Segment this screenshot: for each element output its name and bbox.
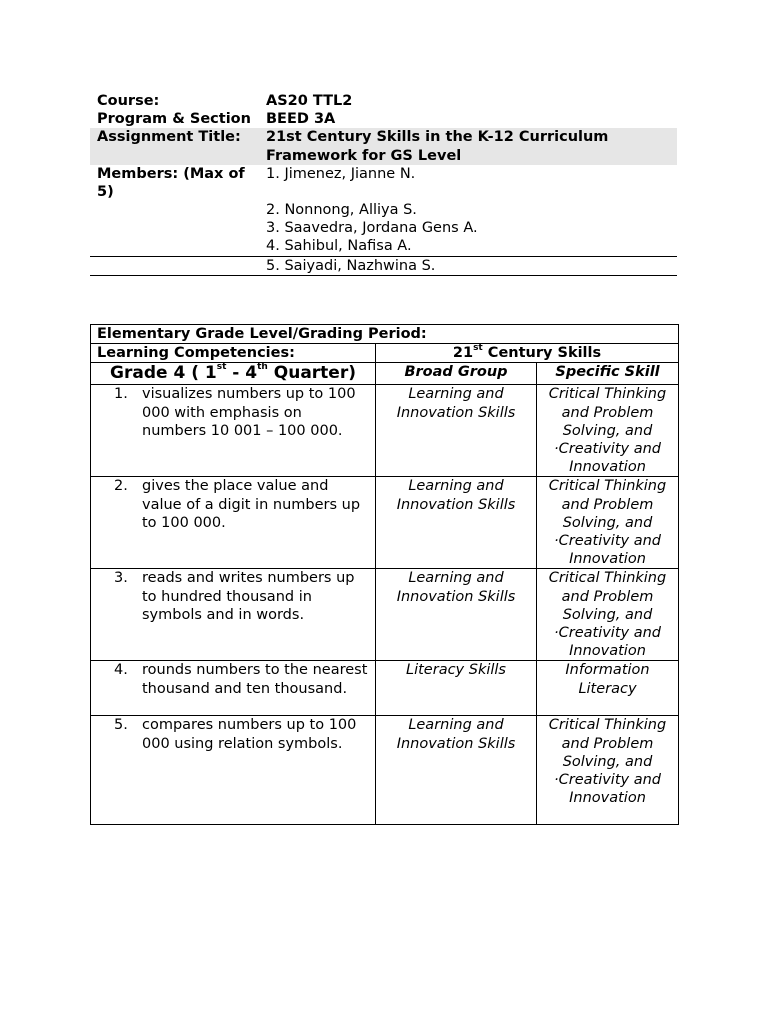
competency-text: rounds numbers to the nearest thousand and ten thousand. [142, 662, 368, 697]
table-row [91, 385, 679, 477]
row-number: 5. [114, 717, 128, 734]
grade-level-title: Elementary Grade Level/Grading Period: [91, 325, 679, 344]
competency-cell [91, 716, 376, 825]
broad-group-cell: Learning and Innovation Skills [376, 477, 537, 569]
competency-cell [91, 477, 376, 569]
member-5-label-cell [90, 256, 266, 275]
table-row [91, 477, 679, 569]
table-row [91, 716, 679, 825]
broad-group-header: Broad Group [376, 363, 537, 385]
competency-text: gives the place value and value of a digit in numbers up to 100 000. [142, 478, 361, 531]
competency-cell [91, 661, 376, 716]
assignment-title-label: Assignment Title: [90, 128, 266, 164]
course-label: Course: [97, 93, 160, 109]
specific-skill-cell: Critical Thinking and Problem Solving, and ·Creativity and Innovation [537, 716, 679, 825]
table-row [91, 569, 679, 661]
member-5: 5. Saiyadi, Nazhwina S. [266, 256, 677, 275]
row-number: 4. [114, 662, 128, 679]
competency-text: visualizes numbers up to 100 000 with emphasis on numbers 10 001 – 100 000. [142, 386, 356, 439]
assignment-title-value: 21st Century Skills in the K-12 Curriculum Framework for GS Level [266, 128, 677, 164]
members-label: Members: (Max of 5) [97, 165, 245, 201]
table-row [91, 661, 679, 716]
specific-skill-cell: Critical Thinking and Problem Solving, and ·Creativity and Innovation [537, 477, 679, 569]
competency-text: reads and writes numbers up to hundred thousand in symbols and in words. [142, 570, 355, 623]
competency-cell [91, 569, 376, 661]
row-number: 2. [114, 478, 128, 495]
competency-text: compares numbers up to 100 000 using relation symbols. [142, 717, 357, 752]
specific-skill-header: Specific Skill [537, 363, 679, 385]
competencies-table [90, 324, 679, 825]
member-3: 3. Saavedra, Jordana Gens A. [266, 220, 478, 237]
grade-heading: Grade 4 ( 1st - 4th Quarter) [91, 363, 376, 385]
century-skills-header: 21st Century Skills [376, 344, 679, 363]
member-1: 1. Jimenez, Jianne N. [266, 165, 416, 182]
row-number: 1. [114, 386, 128, 403]
course-value: AS20 TTL2 [266, 93, 353, 109]
competency-cell [91, 385, 376, 477]
specific-skill-cell: Critical Thinking and Problem Solving, and ·Creativity and Innovation [537, 385, 679, 477]
broad-group-cell: Learning and Innovation Skills [376, 716, 537, 825]
specific-skill-cell: Critical Thinking and Problem Solving, and ·Creativity and Innovation [537, 569, 679, 661]
assignment-info-table [90, 92, 677, 276]
broad-group-cell: Literacy Skills [376, 661, 537, 716]
row-number: 3. [114, 570, 128, 587]
specific-skill-cell: Information Literacy [537, 661, 679, 716]
member-2: 2. Nonnong, Alliya S. [266, 202, 417, 219]
member-4: 4. Sahibul, Nafisa A. [266, 238, 412, 255]
competencies-header: Learning Competencies: [91, 344, 376, 363]
program-value: BEED 3A [266, 111, 336, 128]
broad-group-cell: Learning and Innovation Skills [376, 385, 537, 477]
program-label: Program & Section [97, 111, 251, 128]
broad-group-cell: Learning and Innovation Skills [376, 569, 537, 661]
